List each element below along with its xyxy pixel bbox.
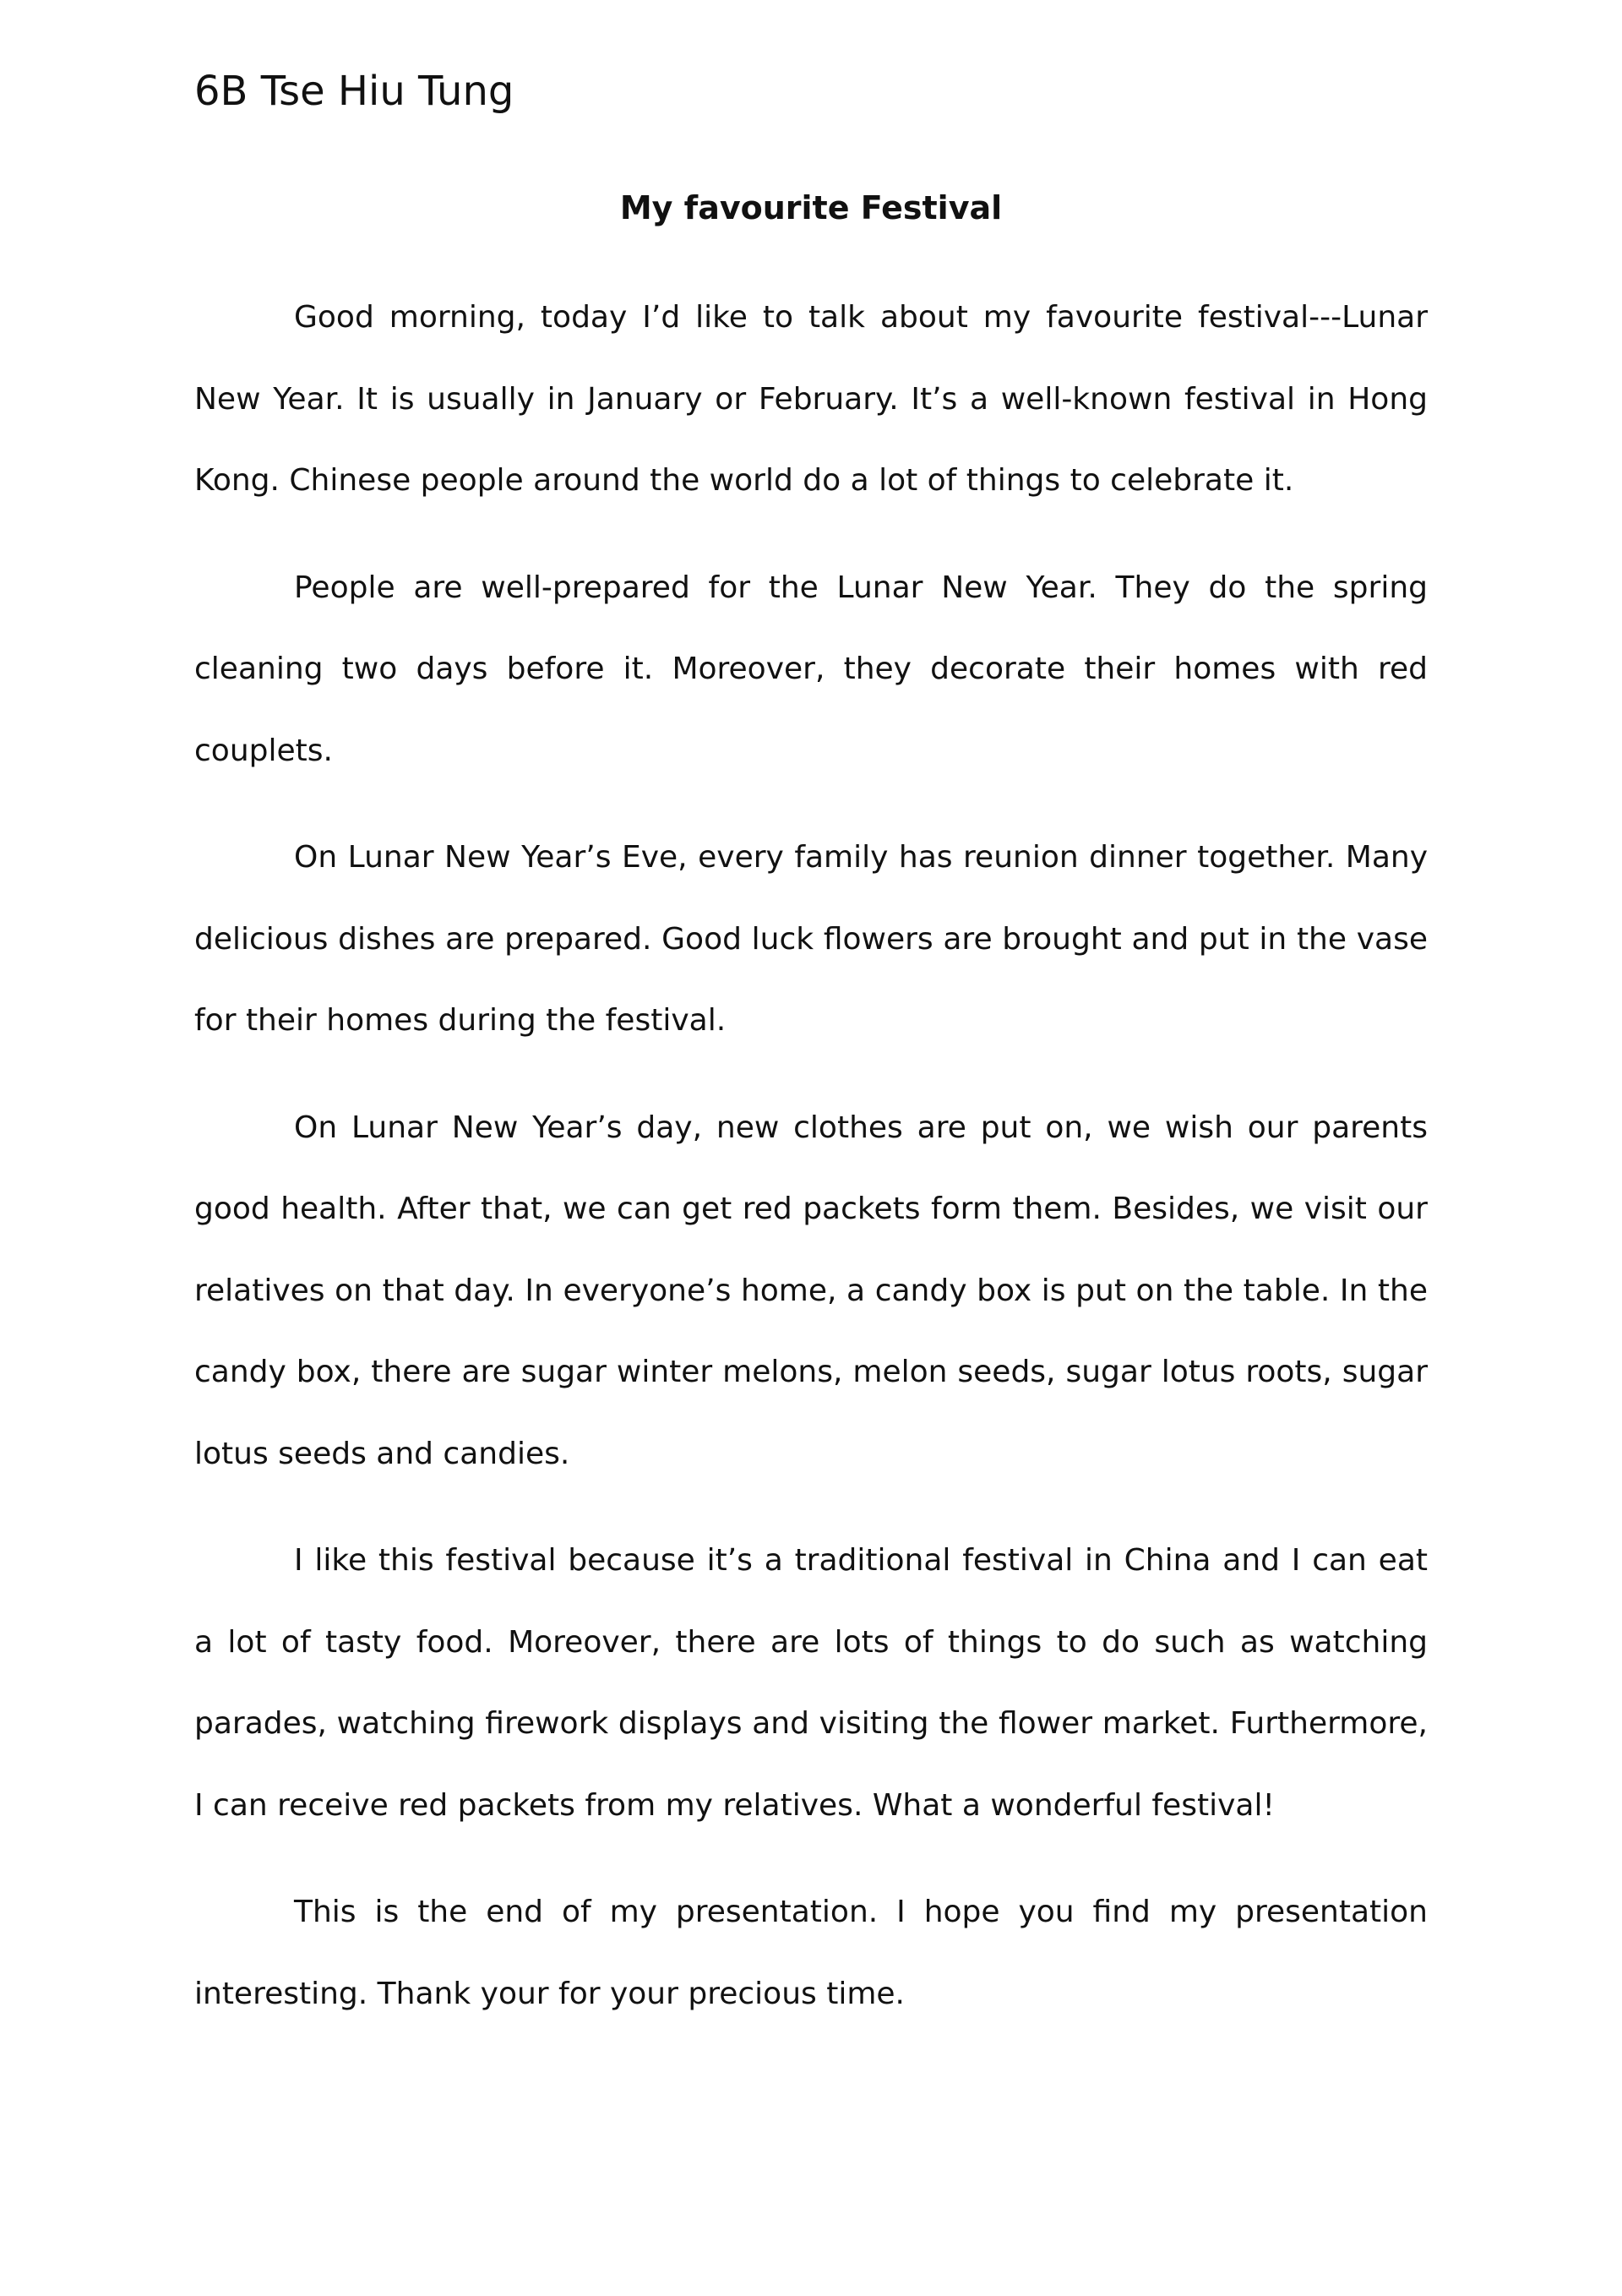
paragraph-reasons: I like this festival because it’s a traditional festival in China and I can eat a lot of tasty food. Moreover, there are lots of things to do such as watching parades, watching firework displays and visiting the flower market. Furthermore, I can receive red packets from my relatives. What a wonderful festival! [194, 1543, 1428, 1823]
paragraph-introduction: Good morning, today I’d like to talk about my favourite festival---Lunar New Year. It is usually in January or February. It’s a well-known festival in Hong Kong. Chinese people around the world do a lot of things to celebrate it. [194, 300, 1428, 498]
paragraph-preparation: People are well-prepared for the Lunar New Year. They do the spring cleaning two days before it. Moreover, they decorate their homes with red couplets. [194, 570, 1428, 768]
paragraph-new-years-eve: On Lunar New Year’s Eve, every family has reunion dinner together. Many delicious dishes are prepared. Good luck flowers are brought and put in the vase for their homes during the festival. [194, 840, 1428, 1038]
author-name: 6B Tse Hiu Tung [194, 68, 514, 115]
paragraph-conclusion: This is the end of my presentation. I hope you find my presentation interesting. Thank your for your precious time. [194, 1895, 1428, 2011]
essay-body [194, 277, 1428, 2035]
paragraph-new-years-day: On Lunar New Year’s day, new clothes are put on, we wish our parents good health. After that, we can get red packets form them. Besides, we visit our relatives on that day. In everyone’s home, a candy box is put on the table. In the candy box, there are sugar winter melons, melon seeds, sugar lotus roots, sugar lotus seeds and candies. [194, 1110, 1428, 1471]
document-title: My favourite Festival [619, 189, 1003, 226]
